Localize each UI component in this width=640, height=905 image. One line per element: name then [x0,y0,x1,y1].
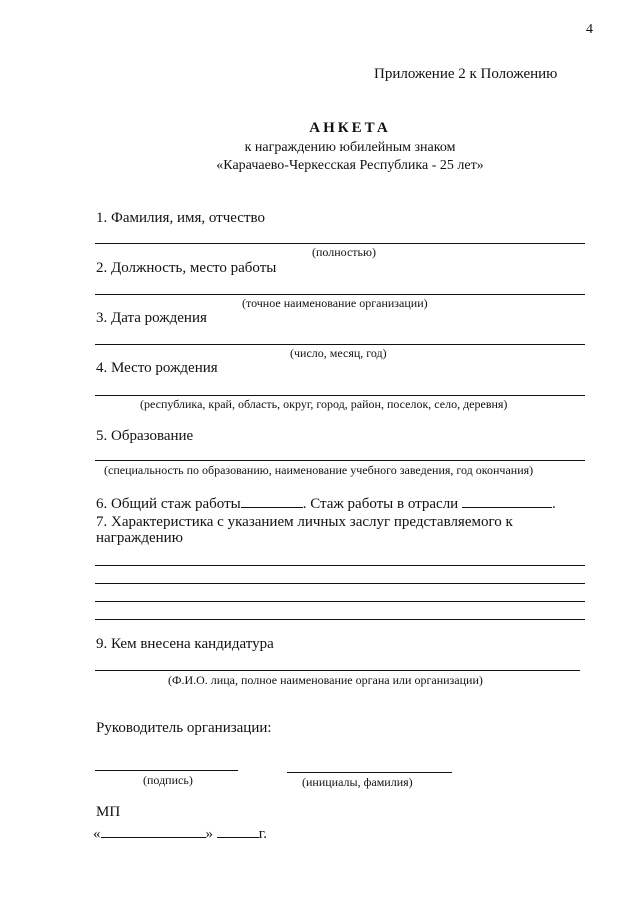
field-1-line[interactable] [95,243,585,244]
page-number: 4 [586,22,593,37]
field-6-end: . [551,496,556,512]
field-7-line-a[interactable] [95,565,585,566]
form-subtitle-1: к награждению юбилейным знаком [244,140,456,155]
field-4-line[interactable] [95,395,585,396]
signature-hint: (подпись) [143,773,193,787]
field-6-industry-blank[interactable] [462,495,552,508]
field-6-total-label: 6. Общий стаж работы [96,496,241,512]
date-row [93,825,267,843]
field-7-line-d[interactable] [95,619,585,620]
field-6-total-blank[interactable] [241,495,303,508]
head-label: Руководитель организации: [96,720,272,736]
initials-hint: (инициалы, фамилия) [302,775,413,789]
signature-line[interactable] [95,770,238,771]
field-1-label: 1. Фамилия, имя, отчество [96,210,265,226]
field-1-hint: (полностью) [312,245,376,259]
form-subtitle-2: «Карачаево-Черкесская Республика - 25 лет» [216,158,484,173]
form-title: АНКЕТА [309,120,391,136]
date-close-quote: » [205,826,213,842]
field-3-line[interactable] [95,344,585,345]
field-3-hint: (число, месяц, год) [290,346,387,360]
initials-line[interactable] [287,772,452,773]
field-5-label: 5. Образование [96,428,194,444]
field-9-hint: (Ф.И.О. лица, полное наименование органа или организации) [168,673,483,687]
field-9-label: 9. Кем внесена кандидатура [96,636,274,652]
stamp-place: МП [96,804,121,820]
appendix-note: Приложение 2 к Положению [374,66,558,82]
field-4-hint: (республика, край, область, округ, город, район, поселок, село, деревня) [140,397,508,411]
date-year-suffix: г. [258,826,267,842]
field-2-label: 2. Должность, место работы [96,260,277,276]
field-2-hint: (точное наименование организации) [242,296,428,310]
field-7-line-2: награждению [96,530,183,546]
field-6-row [96,495,556,513]
field-7-line-c[interactable] [95,601,585,602]
field-7-line-b[interactable] [95,583,585,584]
field-4-label: 4. Место рождения [96,360,218,376]
date-open-quote: « [93,826,101,842]
field-7-line-1: 7. Характеристика с указанием личных заслуг представляемого к [96,514,513,530]
field-3-label: 3. Дата рождения [96,310,207,326]
field-9-line[interactable] [95,670,580,671]
field-2-line[interactable] [95,294,585,295]
field-6-industry-label: . Стаж работы в отрасли [302,496,459,512]
field-5-line[interactable] [95,460,585,461]
date-day-month-blank[interactable] [101,825,206,838]
date-year-blank[interactable] [217,825,259,838]
field-5-hint: (специальность по образованию, наименование учебного заведения, год окончания) [104,463,534,477]
